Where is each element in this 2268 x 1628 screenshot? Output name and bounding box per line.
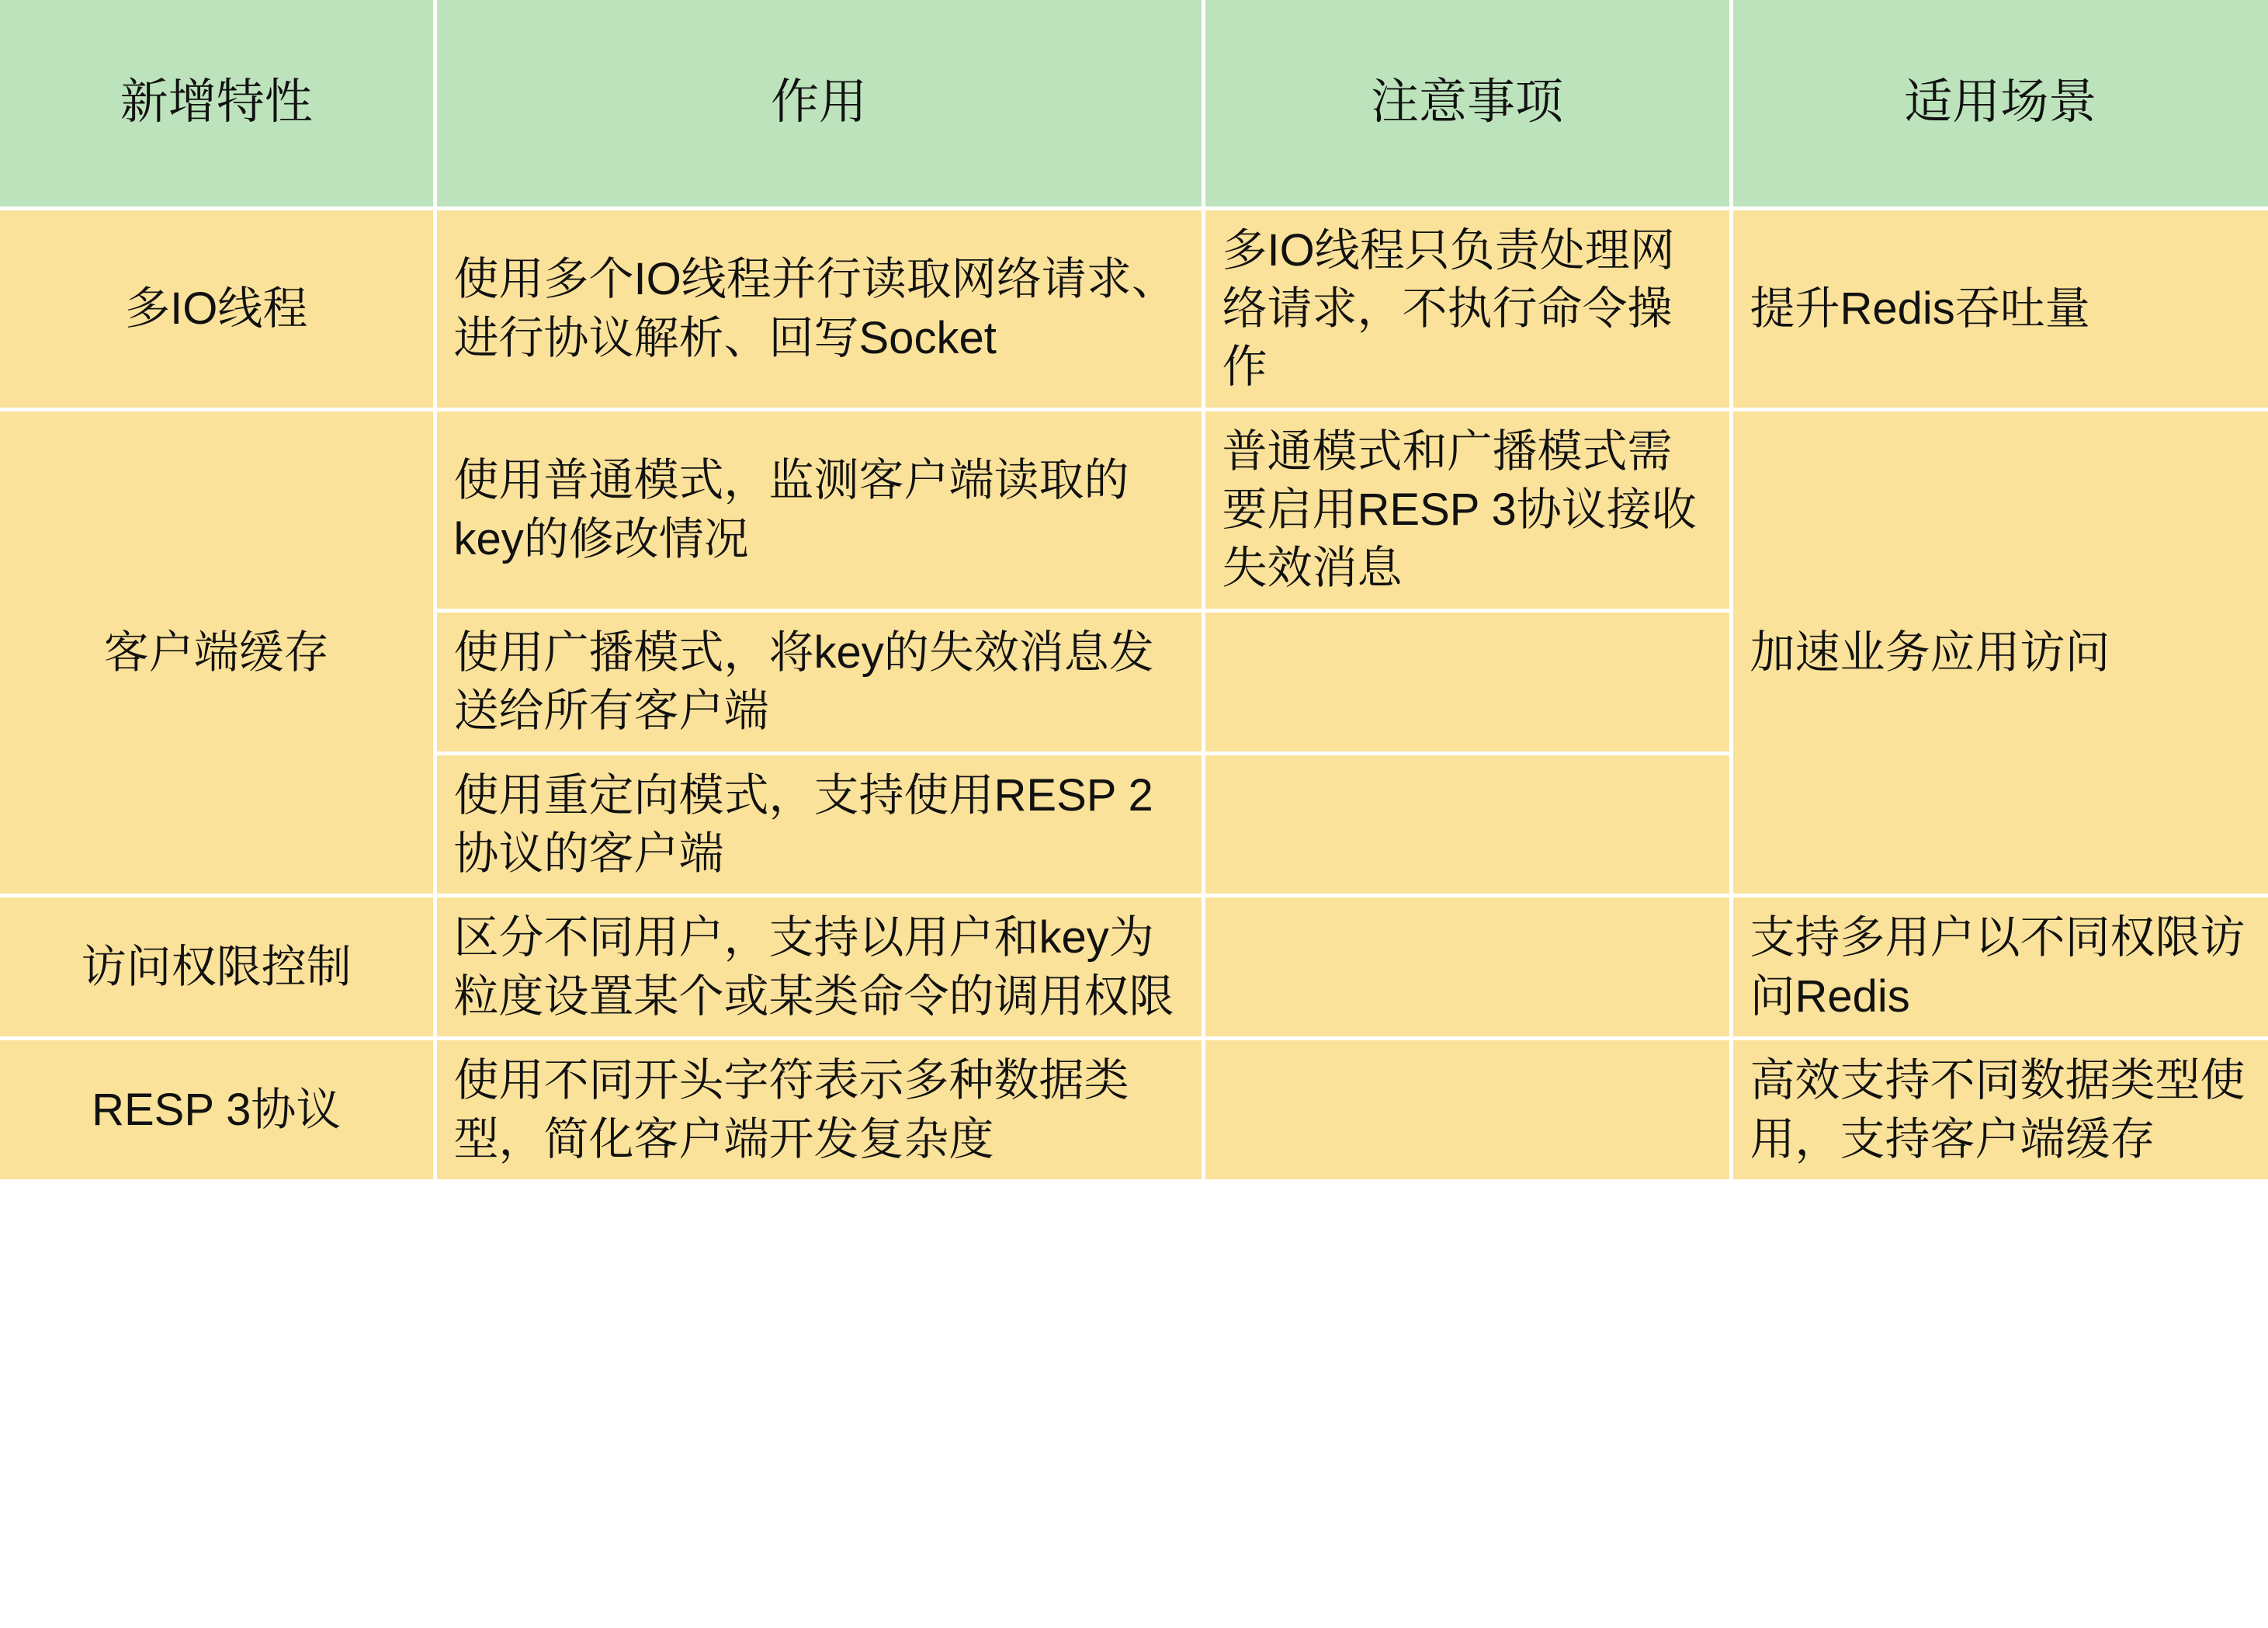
cell-scenario: 支持多用户以不同权限访问Redis — [1731, 896, 2268, 1039]
header-row — [0, 0, 2268, 208]
cell-note — [1203, 1039, 1731, 1182]
cell-feature: 客户端缓存 — [0, 409, 435, 896]
cell-note — [1203, 753, 1731, 896]
cell-effect: 使用多个IO线程并行读取网络请求、进行协议解析、回写Socket — [435, 208, 1203, 409]
cell-note: 多IO线程只负责处理网络请求，不执行命令操作 — [1203, 208, 1731, 409]
table-row — [0, 896, 2268, 1039]
cell-scenario: 加速业务应用访问 — [1731, 409, 2268, 896]
cell-effect: 使用普通模式，监测客户端读取的key的修改情况 — [435, 409, 1203, 610]
cell-feature: RESP 3协议 — [0, 1039, 435, 1182]
table-row — [0, 1039, 2268, 1182]
cell-note — [1203, 896, 1731, 1039]
cell-effect: 区分不同用户，支持以用户和key为粒度设置某个或某类命令的调用权限 — [435, 896, 1203, 1039]
table-body — [0, 208, 2268, 1181]
cell-feature: 访问权限控制 — [0, 896, 435, 1039]
column-header-feature: 新增特性 — [0, 0, 435, 208]
table-row — [0, 208, 2268, 409]
cell-effect: 使用广播模式，将key的失效消息发送给所有客户端 — [435, 610, 1203, 753]
cell-scenario: 提升Redis吞吐量 — [1731, 208, 2268, 409]
cell-scenario: 高效支持不同数据类型使用，支持客户端缓存 — [1731, 1039, 2268, 1182]
column-header-notes: 注意事项 — [1203, 0, 1731, 208]
column-header-effect: 作用 — [435, 0, 1203, 208]
cell-effect: 使用重定向模式，支持使用RESP 2协议的客户端 — [435, 753, 1203, 896]
cell-note: 普通模式和广播模式需要启用RESP 3协议接收失效消息 — [1203, 409, 1731, 610]
table-header — [0, 0, 2268, 208]
cell-note — [1203, 610, 1731, 753]
cell-feature: 多IO线程 — [0, 208, 435, 409]
column-header-scenario: 适用场景 — [1731, 0, 2268, 208]
table-row — [0, 409, 2268, 610]
cell-effect: 使用不同开头字符表示多种数据类型，简化客户端开发复杂度 — [435, 1039, 1203, 1182]
